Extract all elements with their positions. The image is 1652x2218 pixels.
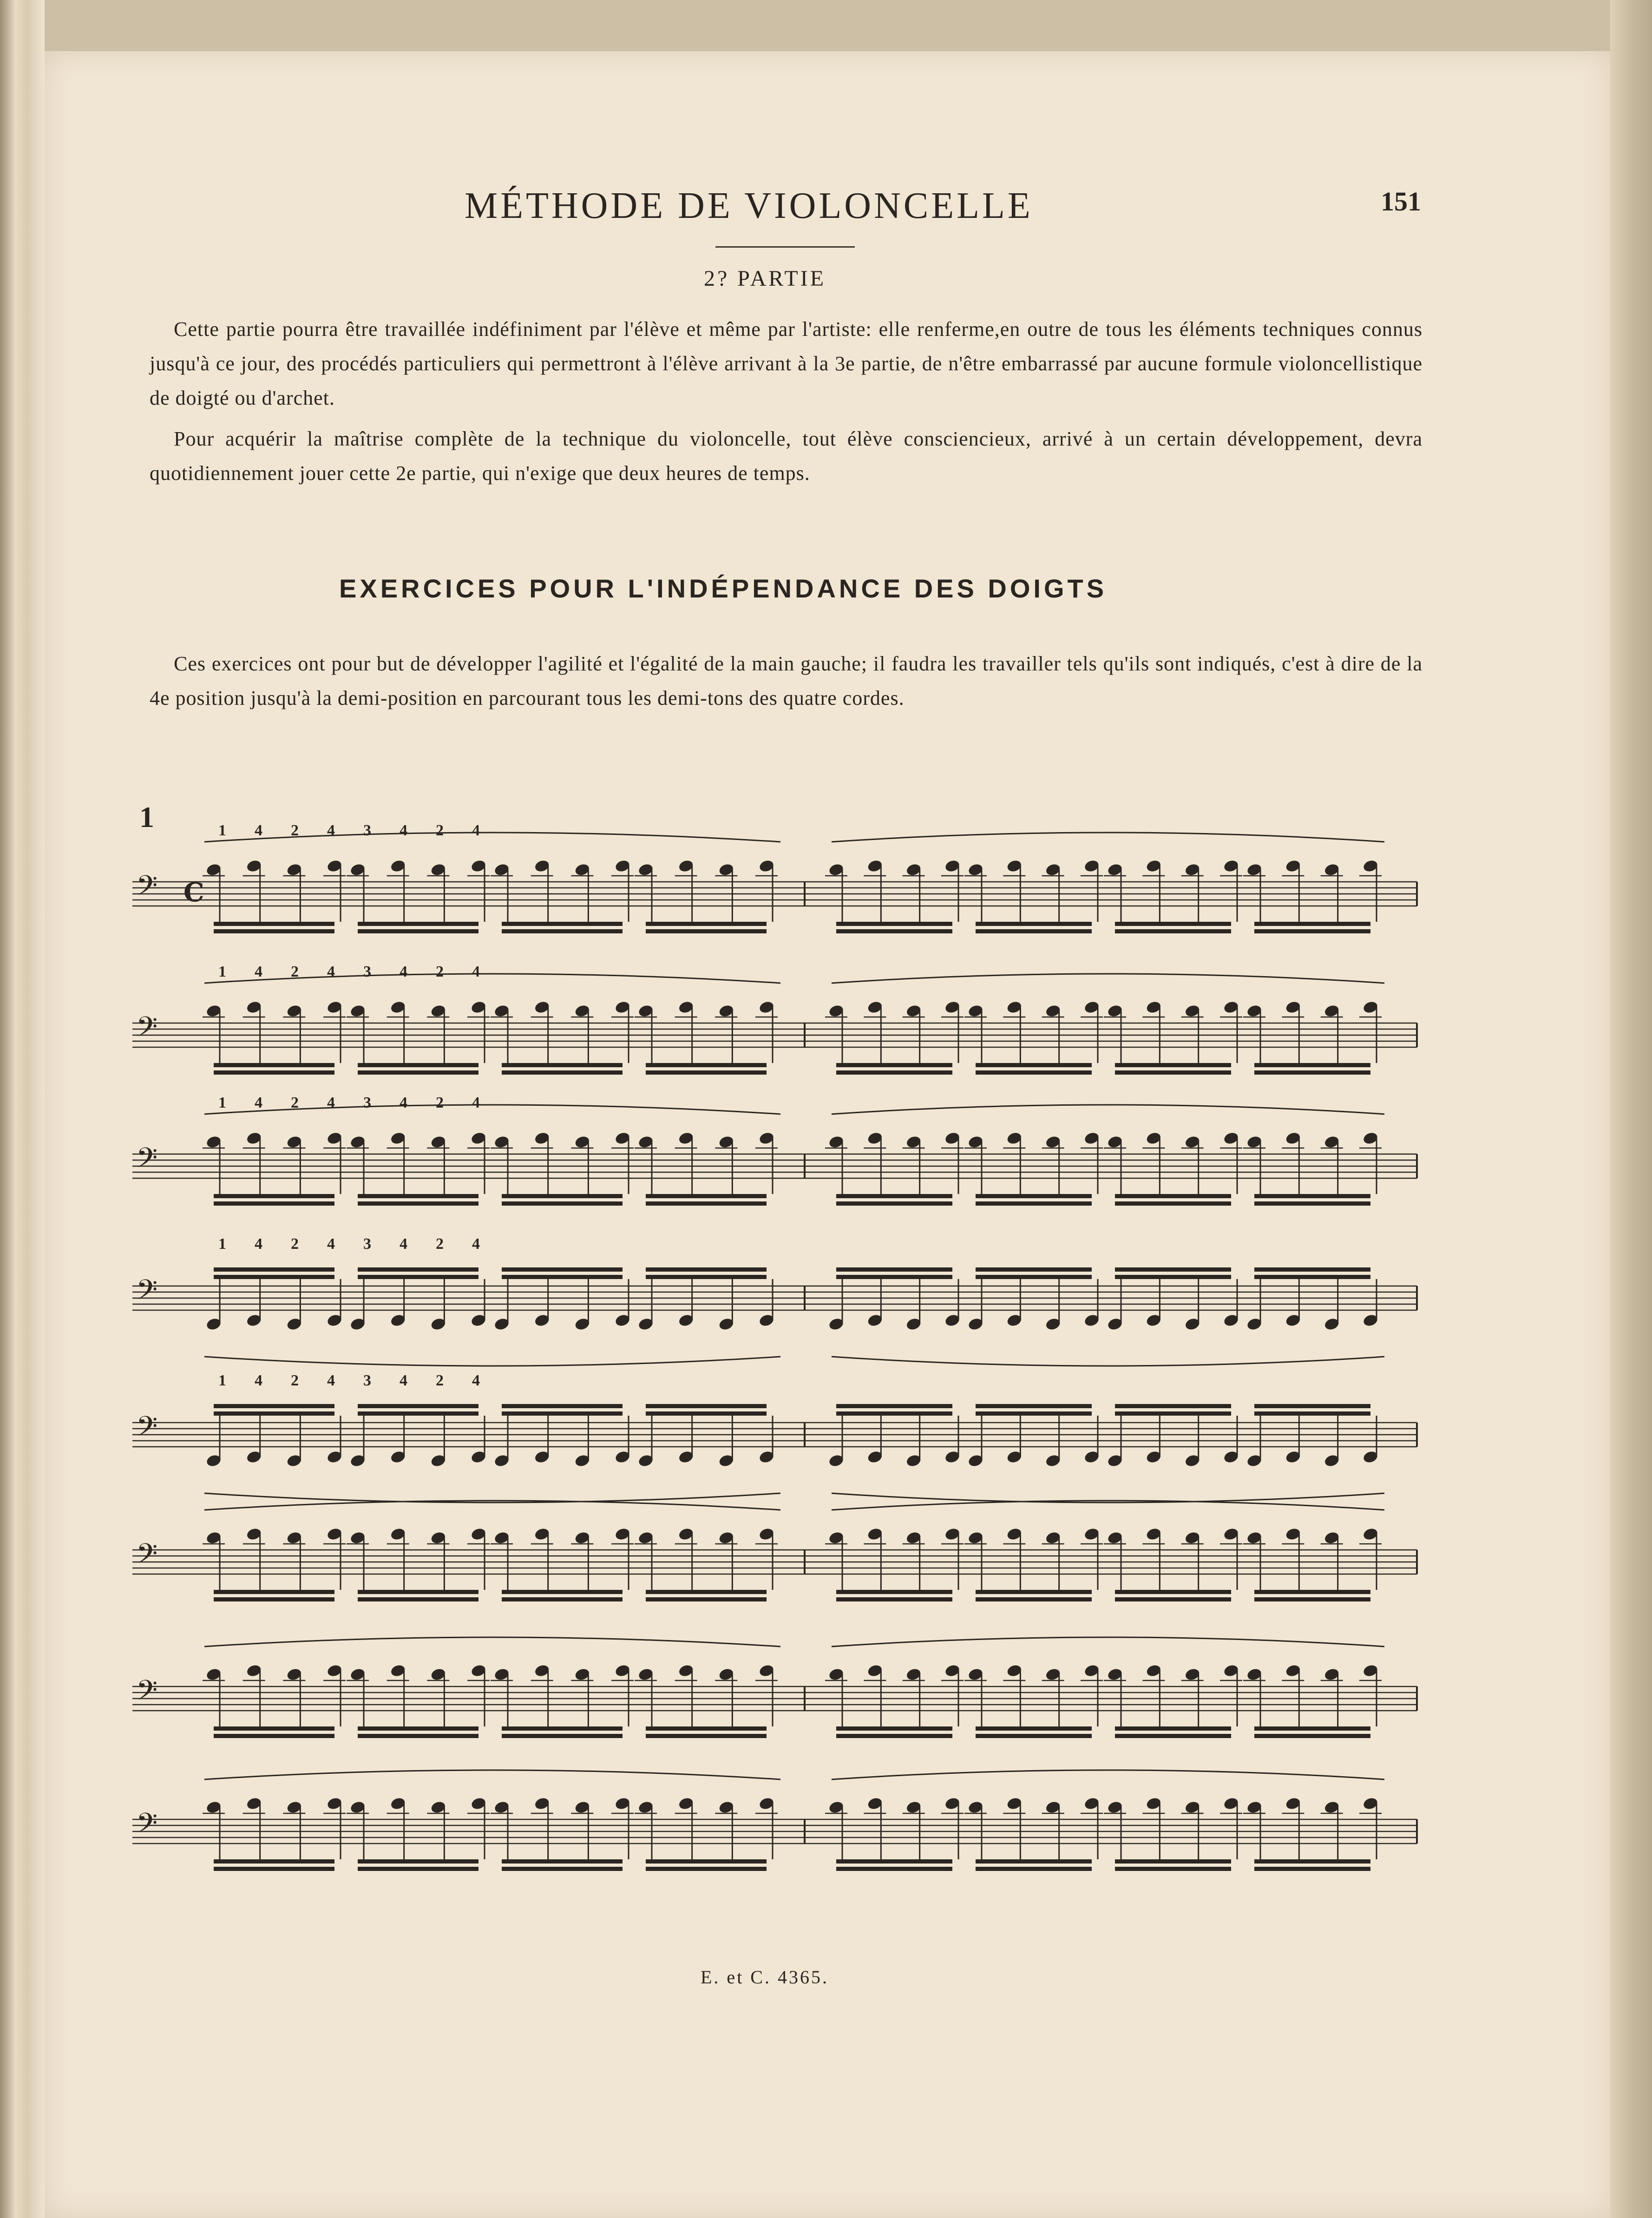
fingering-label: 2	[291, 1235, 299, 1253]
beam	[1254, 1404, 1370, 1408]
beam	[646, 929, 767, 933]
beam	[836, 1726, 952, 1731]
fingering-label: 4	[327, 963, 335, 980]
beam	[1115, 1194, 1231, 1198]
beam	[836, 1201, 952, 1206]
beam	[1254, 929, 1370, 933]
beam	[1115, 1275, 1231, 1279]
beam	[1254, 922, 1370, 926]
fingering-label: 4	[327, 1372, 335, 1389]
beam	[1254, 1590, 1370, 1594]
beam	[1115, 1726, 1231, 1731]
beam	[646, 1063, 767, 1067]
section-description: Ces exercices ont pour but de développer l'agilité et l'égalité de la main gauche; il faudra les travailler tels qu'ils sont indiqués, c'est à dire de la 4e position jusqu'à la demi-position en parcourant tous les demi-tons des quatre cordes.	[150, 652, 1423, 709]
beam	[646, 1590, 767, 1594]
beam	[836, 929, 952, 933]
beam	[358, 1590, 479, 1594]
bass-clef-icon: 𝄢	[136, 1410, 158, 1449]
beam	[502, 1411, 623, 1416]
bass-clef-icon: 𝄢	[136, 1273, 158, 1312]
fingering-label: 4	[327, 822, 335, 839]
beam	[1115, 1859, 1231, 1864]
beam	[502, 1070, 623, 1075]
beam	[836, 1867, 952, 1871]
fingering-label: 1	[218, 963, 226, 980]
beam	[358, 1070, 479, 1075]
fingering-label: 2	[436, 1372, 444, 1389]
beam	[836, 1734, 952, 1738]
fingering-label: 2	[436, 963, 444, 980]
fingering-label: 1	[218, 1094, 226, 1111]
beam	[1115, 1070, 1231, 1075]
beam	[976, 1726, 1092, 1731]
beam	[1254, 1726, 1370, 1731]
fingering-label: 4	[255, 1094, 262, 1111]
beam	[646, 1726, 767, 1731]
slur	[204, 1357, 780, 1366]
fingering-label: 4	[327, 1235, 335, 1253]
beam	[358, 1194, 479, 1198]
fingering-label: 4	[400, 963, 407, 980]
beam	[358, 1597, 479, 1601]
beam	[214, 1590, 334, 1594]
beam	[214, 1267, 334, 1272]
beam	[502, 1267, 623, 1272]
fingering-label: 4	[400, 1372, 407, 1389]
beam	[1115, 1411, 1231, 1416]
beam	[1254, 1275, 1370, 1279]
bass-clef-icon: 𝄢	[136, 1142, 158, 1181]
fingering-label: 1	[218, 1372, 226, 1389]
intro-paragraph-2: Pour acquérir la maîtrise complète de la technique du violoncelle, tout élève consciencieux, arrivé à un certain développement, devra quotidiennement jouer cette 2e partie, qui n'exige que deux heures de temps.	[150, 427, 1423, 485]
beam	[1254, 1411, 1370, 1416]
beam	[976, 1411, 1092, 1416]
bass-clef-icon: 𝄢	[136, 869, 158, 908]
fingering-label: 4	[400, 1094, 407, 1111]
fingering-label: 4	[255, 963, 262, 980]
slur	[832, 833, 1384, 842]
beam	[976, 1867, 1092, 1871]
beam	[976, 1201, 1092, 1206]
beam	[502, 1859, 623, 1864]
beam	[358, 1275, 479, 1279]
fingering-label: 4	[472, 822, 480, 839]
beam	[1254, 1267, 1370, 1272]
fingering-label: 4	[400, 822, 407, 839]
beam	[976, 1597, 1092, 1601]
beam	[836, 1267, 952, 1272]
beam	[358, 1411, 479, 1416]
fingering-label: 3	[363, 822, 371, 839]
beam	[646, 1201, 767, 1206]
page-title: MÉTHODE DE VIOLONCELLE	[465, 185, 1033, 226]
fingering-label: 4	[472, 963, 480, 980]
beam	[214, 1411, 334, 1416]
beam	[358, 1404, 479, 1408]
beam	[1254, 1194, 1370, 1198]
beam	[1115, 1590, 1231, 1594]
beam	[976, 1063, 1092, 1067]
beam	[836, 1063, 952, 1067]
beam	[214, 1734, 334, 1738]
fingering-label: 4	[255, 822, 262, 839]
beam	[1115, 1867, 1231, 1871]
beam	[214, 1404, 334, 1408]
fingering-label: 4	[400, 1235, 407, 1253]
beam	[976, 1734, 1092, 1738]
fingering-label: 3	[363, 1235, 371, 1253]
beam	[976, 929, 1092, 933]
beam	[214, 929, 334, 933]
slur	[832, 1770, 1384, 1779]
beam	[646, 1411, 767, 1416]
beam	[214, 1859, 334, 1864]
beam	[1115, 1597, 1231, 1601]
bass-clef-icon: 𝄢	[136, 1674, 158, 1713]
beam	[1254, 1063, 1370, 1067]
beam	[502, 1597, 623, 1601]
time-signature: C	[184, 877, 204, 908]
beam	[836, 1590, 952, 1594]
fingering-label: 1	[218, 1235, 226, 1253]
fingering-label: 2	[436, 822, 444, 839]
beam	[976, 922, 1092, 926]
beam	[502, 1726, 623, 1731]
part-title: 2? PARTIE	[704, 266, 826, 291]
fingering-label: 4	[472, 1094, 480, 1111]
beam	[358, 1867, 479, 1871]
beam	[1254, 1201, 1370, 1206]
beam	[1254, 1597, 1370, 1601]
slur	[832, 1637, 1384, 1647]
beam	[214, 1070, 334, 1075]
beam	[358, 929, 479, 933]
beam	[358, 922, 479, 926]
fingering-label: 1	[218, 822, 226, 839]
beam	[1254, 1070, 1370, 1075]
beam	[646, 1194, 767, 1198]
fingering-label: 3	[363, 963, 371, 980]
fingering-label: 2	[291, 1094, 299, 1111]
beam	[358, 1726, 479, 1731]
beam	[836, 1597, 952, 1601]
beam	[1254, 1867, 1370, 1871]
beam	[976, 1267, 1092, 1272]
beam	[646, 1867, 767, 1871]
beam	[358, 1063, 479, 1067]
plate-number: E. et C. 4365.	[701, 1967, 829, 1988]
fingering-label: 4	[255, 1235, 262, 1253]
beam	[646, 1275, 767, 1279]
bass-clef-icon: 𝄢	[136, 1537, 158, 1576]
bass-clef-icon: 𝄢	[136, 1807, 158, 1846]
beam	[836, 1859, 952, 1864]
beam	[214, 1201, 334, 1206]
beam	[646, 1734, 767, 1738]
beam	[1115, 1201, 1231, 1206]
fingering-label: 4	[472, 1235, 480, 1253]
beam	[502, 922, 623, 926]
beam	[1115, 922, 1231, 926]
beam	[976, 1194, 1092, 1198]
beam	[1115, 1404, 1231, 1408]
fingering-label: 2	[436, 1094, 444, 1111]
beam	[358, 1201, 479, 1206]
beam	[836, 1194, 952, 1198]
fingering-label: 3	[363, 1094, 371, 1111]
fingering-label: 2	[291, 1372, 299, 1389]
section-title: EXERCICES POUR L'INDÉPENDANCE DES DOIGTS	[339, 574, 1108, 603]
slur	[832, 1105, 1384, 1114]
beam	[1115, 1063, 1231, 1067]
beam	[502, 1867, 623, 1871]
slur	[204, 1770, 780, 1779]
beam	[502, 1275, 623, 1279]
beam	[976, 1275, 1092, 1279]
beam	[1115, 929, 1231, 933]
beam	[836, 1070, 952, 1075]
page-number: 151	[1381, 186, 1421, 217]
bass-clef-icon: 𝄢	[136, 1011, 158, 1050]
beam	[836, 1411, 952, 1416]
beam	[502, 929, 623, 933]
beam	[214, 1275, 334, 1279]
beam	[646, 1597, 767, 1601]
beam	[502, 1063, 623, 1067]
beam	[214, 1726, 334, 1731]
beam	[502, 1590, 623, 1594]
beam	[976, 1070, 1092, 1075]
beam	[836, 922, 952, 926]
fingering-label: 2	[436, 1235, 444, 1253]
fingering-label: 2	[291, 822, 299, 839]
fingering-label: 4	[472, 1372, 480, 1389]
beam	[1115, 1267, 1231, 1272]
beam	[214, 922, 334, 926]
beam	[214, 1597, 334, 1601]
beam	[1254, 1859, 1370, 1864]
beam	[502, 1201, 623, 1206]
fingering-label: 4	[255, 1372, 262, 1389]
exercise-number: 1	[139, 801, 154, 833]
slur	[832, 974, 1384, 983]
beam	[358, 1267, 479, 1272]
beam	[976, 1859, 1092, 1864]
fingering-label: 4	[327, 1094, 335, 1111]
intro-paragraph-1: Cette partie pourra être travaillée indéfiniment par l'élève et même par l'artiste: elle renferme,en outre de tous les éléments techniques connus jusqu'à ce jour, des procédés particuliers qui permettront à l'élève arrivant à la 3e partie, de n'être embarrassé par aucune formule violoncellistique de doigté ou d'archet.	[150, 318, 1423, 409]
beam	[646, 1070, 767, 1075]
beam	[976, 1404, 1092, 1408]
beam	[646, 1267, 767, 1272]
fingering-label: 2	[291, 963, 299, 980]
beam	[976, 1590, 1092, 1594]
beam	[836, 1404, 952, 1408]
beam	[502, 1404, 623, 1408]
fingering-label: 3	[363, 1372, 371, 1389]
beam	[1254, 1734, 1370, 1738]
beam	[358, 1859, 479, 1864]
beam	[214, 1194, 334, 1198]
slur	[204, 1637, 780, 1647]
beam	[358, 1734, 479, 1738]
beam	[646, 1404, 767, 1408]
beam	[214, 1867, 334, 1871]
beam	[836, 1275, 952, 1279]
beam	[646, 1859, 767, 1864]
beam	[646, 922, 767, 926]
slur	[832, 1357, 1384, 1366]
beam	[502, 1194, 623, 1198]
beam	[502, 1734, 623, 1738]
beam	[214, 1063, 334, 1067]
beam	[1115, 1734, 1231, 1738]
